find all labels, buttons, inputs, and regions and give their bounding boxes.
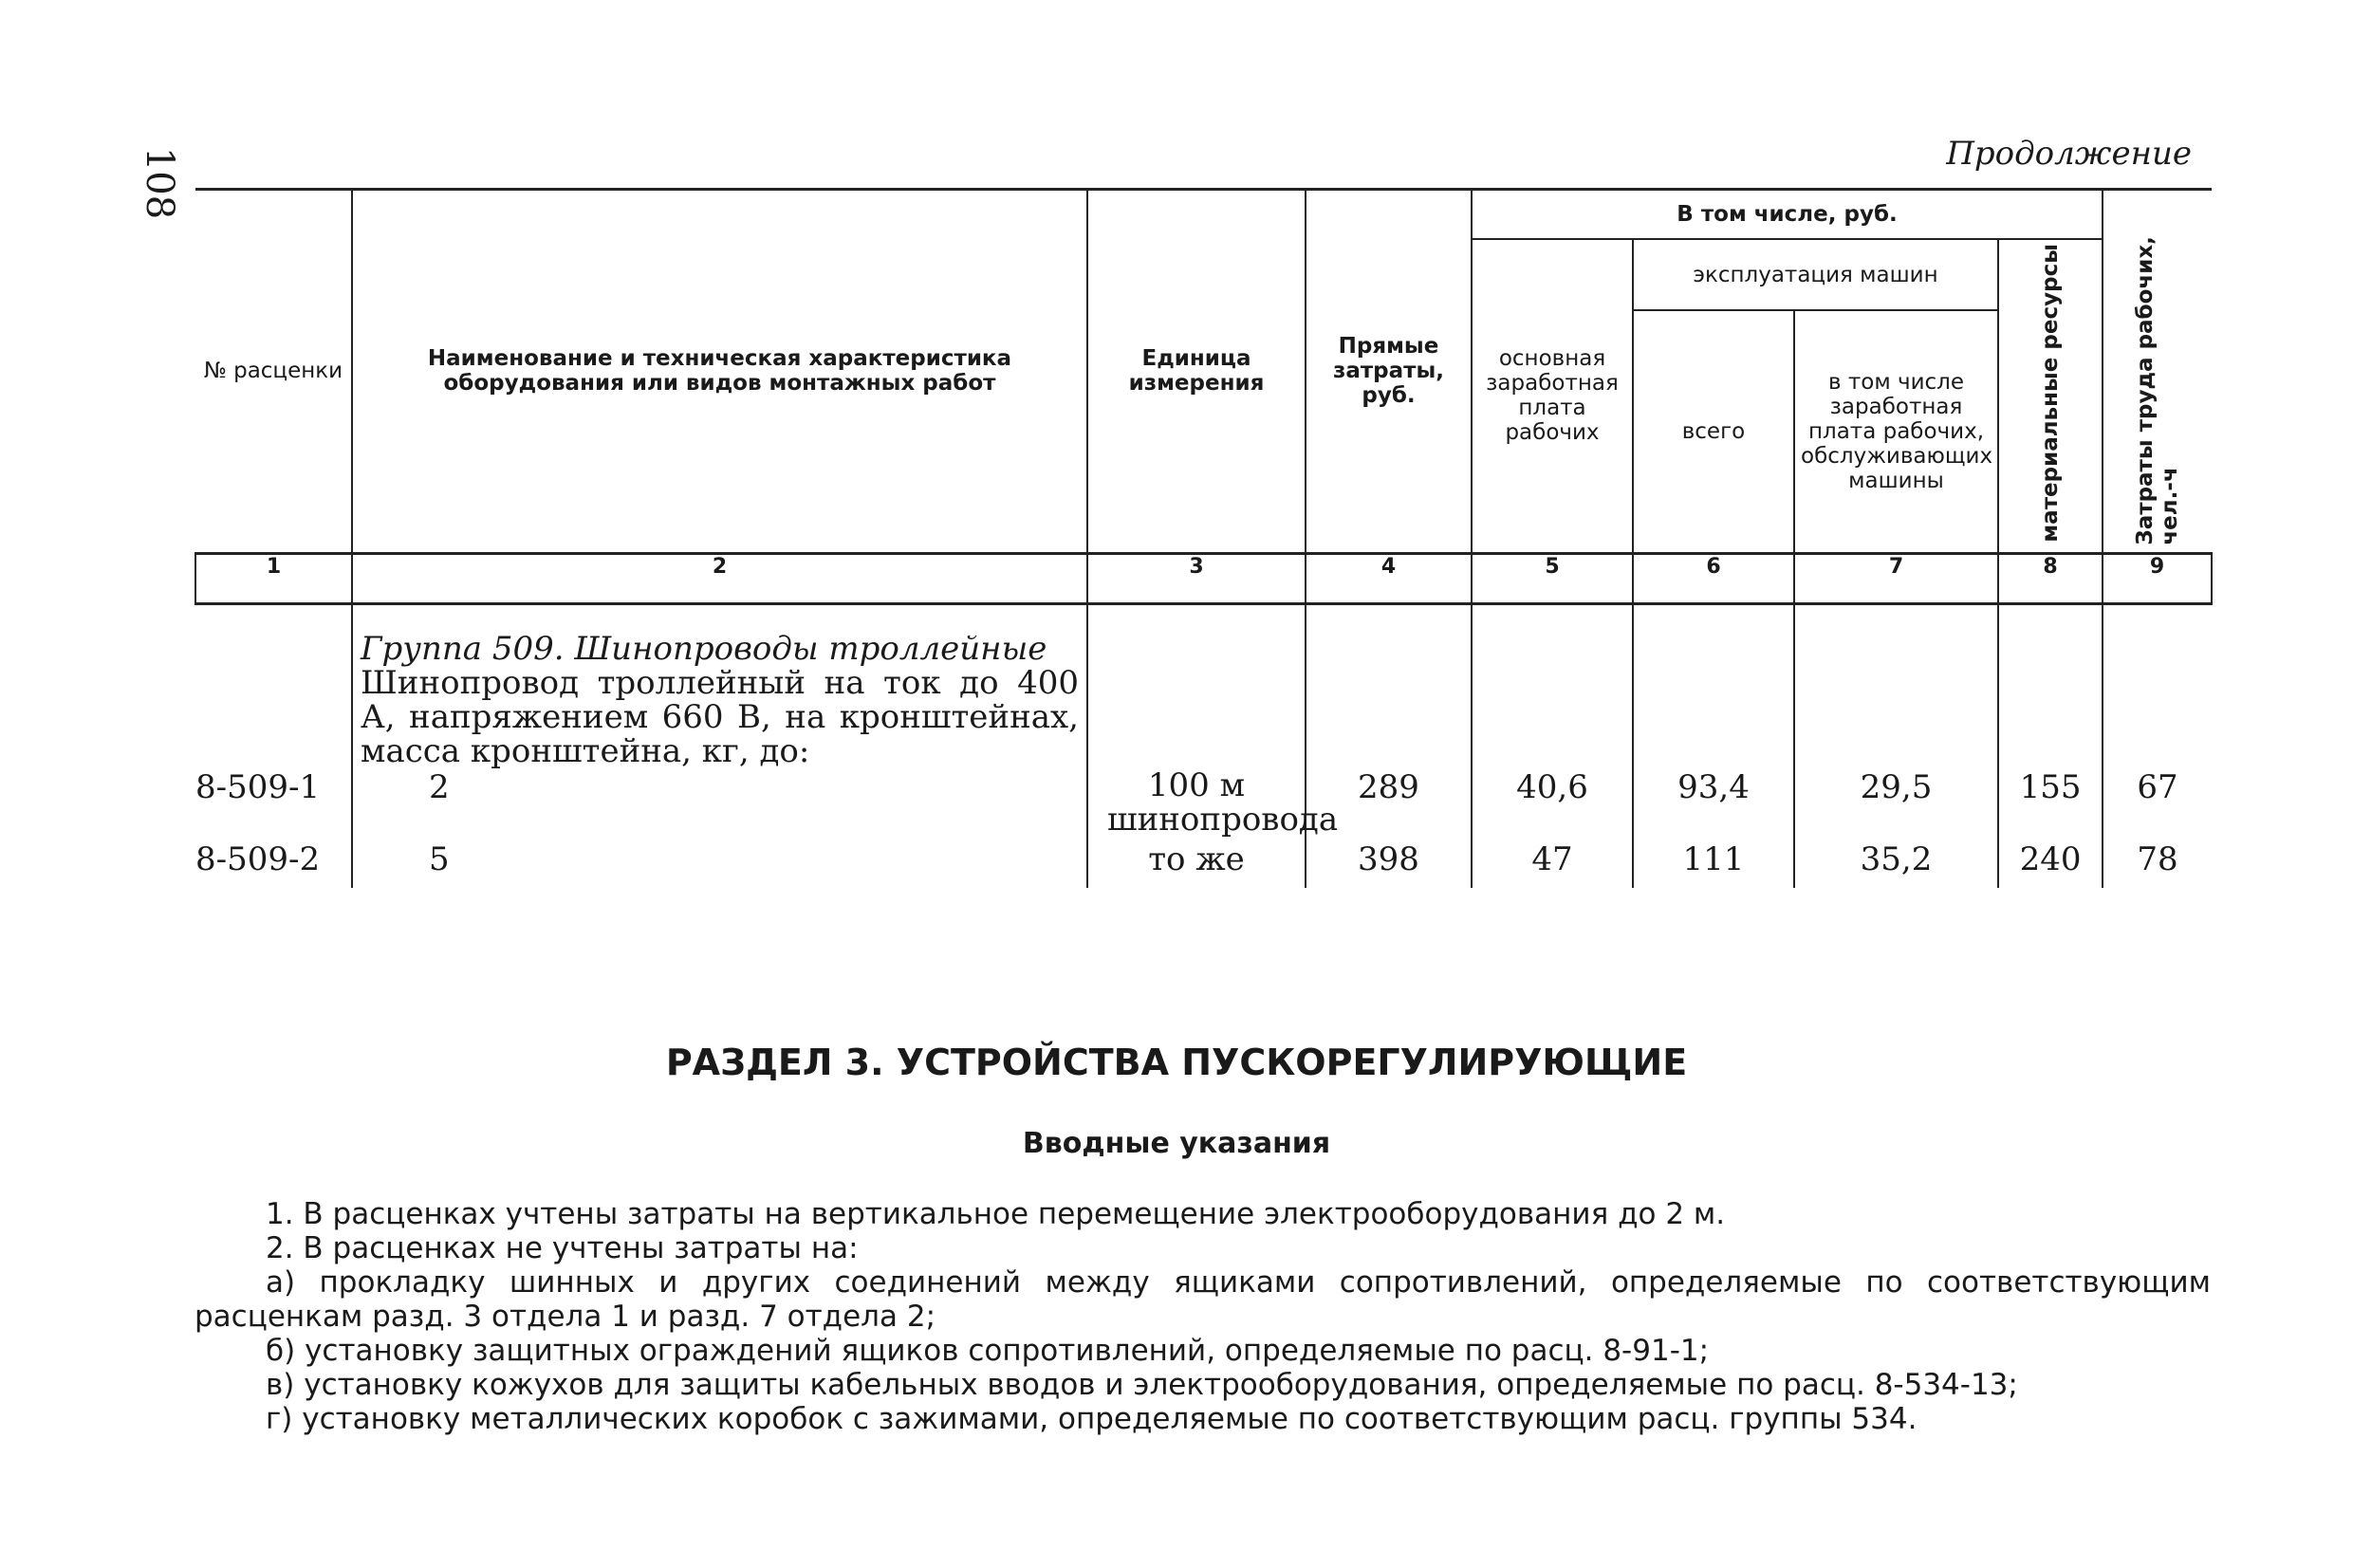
column-number: 4 — [1306, 553, 1472, 603]
column-number: 8 — [1998, 553, 2103, 603]
page-number: 108 — [138, 146, 182, 220]
row-unit: то же — [1087, 837, 1306, 888]
row-labor: 67 — [2103, 768, 2212, 837]
header-code: № расценки — [195, 190, 352, 554]
column-numbers-row — [195, 553, 2212, 603]
note-item: б) установку защитных ограждений ящиков сопротивлений, определяемые по расц. 8-91-1; — [266, 1334, 1710, 1368]
column-number: 1 — [195, 553, 352, 603]
group-header-row — [195, 603, 2212, 768]
row-direct-costs: 289 — [1306, 768, 1472, 837]
header-machines-wages: в том числе заработная плата рабочих, обслуживающих машины — [1794, 310, 1998, 553]
column-number: 6 — [1633, 553, 1794, 603]
row-machines-total: 93,4 — [1633, 768, 1794, 837]
group-title: Группа 509. Шинопроводы троллейные — [361, 629, 1047, 668]
note-item: г) установку металлических коробок с зажимами, определяемые по соответствующим расц. группы 534. — [266, 1402, 1918, 1436]
row-wages: 40,6 — [1472, 768, 1633, 837]
column-number: 5 — [1472, 553, 1633, 603]
note-item: в) установку кожухов для защиты кабельных вводов и электрооборудования, определяемые по расц. 8-534-13; — [266, 1368, 2018, 1402]
header-labor-text: Затраты труда рабочих, чел.-ч — [2133, 236, 2183, 545]
row-code: 8-509-1 — [195, 768, 352, 837]
row-code: 8-509-2 — [195, 837, 352, 888]
note-item: а) прокладку шинных и других соединений между ящиками сопротивлений, определяемые по соответствующим расценкам разд. 3 отдела 1 и разд. 7 отдела 2; — [195, 1265, 2211, 1334]
price-table — [195, 188, 2213, 888]
column-number: 3 — [1087, 553, 1306, 603]
group-description: Шинопровод троллейный на ток до 400 А, напряжением 660 В, на кронштейнах, масса кронштейна, кг, до: — [361, 663, 1079, 770]
row-wages: 47 — [1472, 837, 1633, 888]
row-name: 2 — [352, 768, 1087, 837]
row-materials: 155 — [1998, 768, 2103, 837]
row-unit: 100 м шинопровода — [1087, 768, 1306, 837]
header-materials-text: материальные ресурсы — [2038, 244, 2064, 543]
column-number: 7 — [1794, 553, 1998, 603]
row-name: 5 — [352, 837, 1087, 888]
header-labor — [2103, 190, 2212, 554]
header-machines-group: эксплуатация машин — [1633, 239, 1998, 310]
row-machines-wages: 29,5 — [1794, 768, 1998, 837]
header-machines-total: всего — [1633, 310, 1794, 553]
table-row — [195, 768, 2212, 837]
section-title: РАЗДЕЛ 3. УСТРОЙСТВА ПУСКОРЕГУЛИРУЮЩИЕ — [665, 1042, 1688, 1083]
note-item: 2. В расценках не учтены затраты на: — [266, 1231, 859, 1265]
row-labor: 78 — [2103, 837, 2212, 888]
header-incl-group: В том числе, руб. — [1472, 190, 2103, 240]
column-number: 2 — [352, 553, 1087, 603]
header-name: Наименование и техническая характеристика оборудования или видов монтажных работ — [352, 190, 1087, 554]
row-machines-total: 111 — [1633, 837, 1794, 888]
header-wages: основная заработная плата рабочих — [1472, 239, 1633, 553]
note-item: 1. В расценках учтены затраты на вертикальное перемещение электрооборудования до 2 м. — [266, 1197, 1726, 1231]
row-materials: 240 — [1998, 837, 2103, 888]
header-materials — [1998, 239, 2103, 553]
header-direct-costs: Прямые затраты, руб. — [1306, 190, 1472, 554]
row-direct-costs: 398 — [1306, 837, 1472, 888]
column-number: 9 — [2103, 553, 2212, 603]
row-machines-wages: 35,2 — [1794, 837, 1998, 888]
introductory-notes — [195, 1197, 2211, 1436]
table-row — [195, 837, 2212, 888]
continuation-label: Продолжение — [1946, 135, 2192, 173]
header-unit: Единица измерения — [1087, 190, 1306, 554]
section-subtitle: Вводные указания — [1022, 1127, 1331, 1160]
